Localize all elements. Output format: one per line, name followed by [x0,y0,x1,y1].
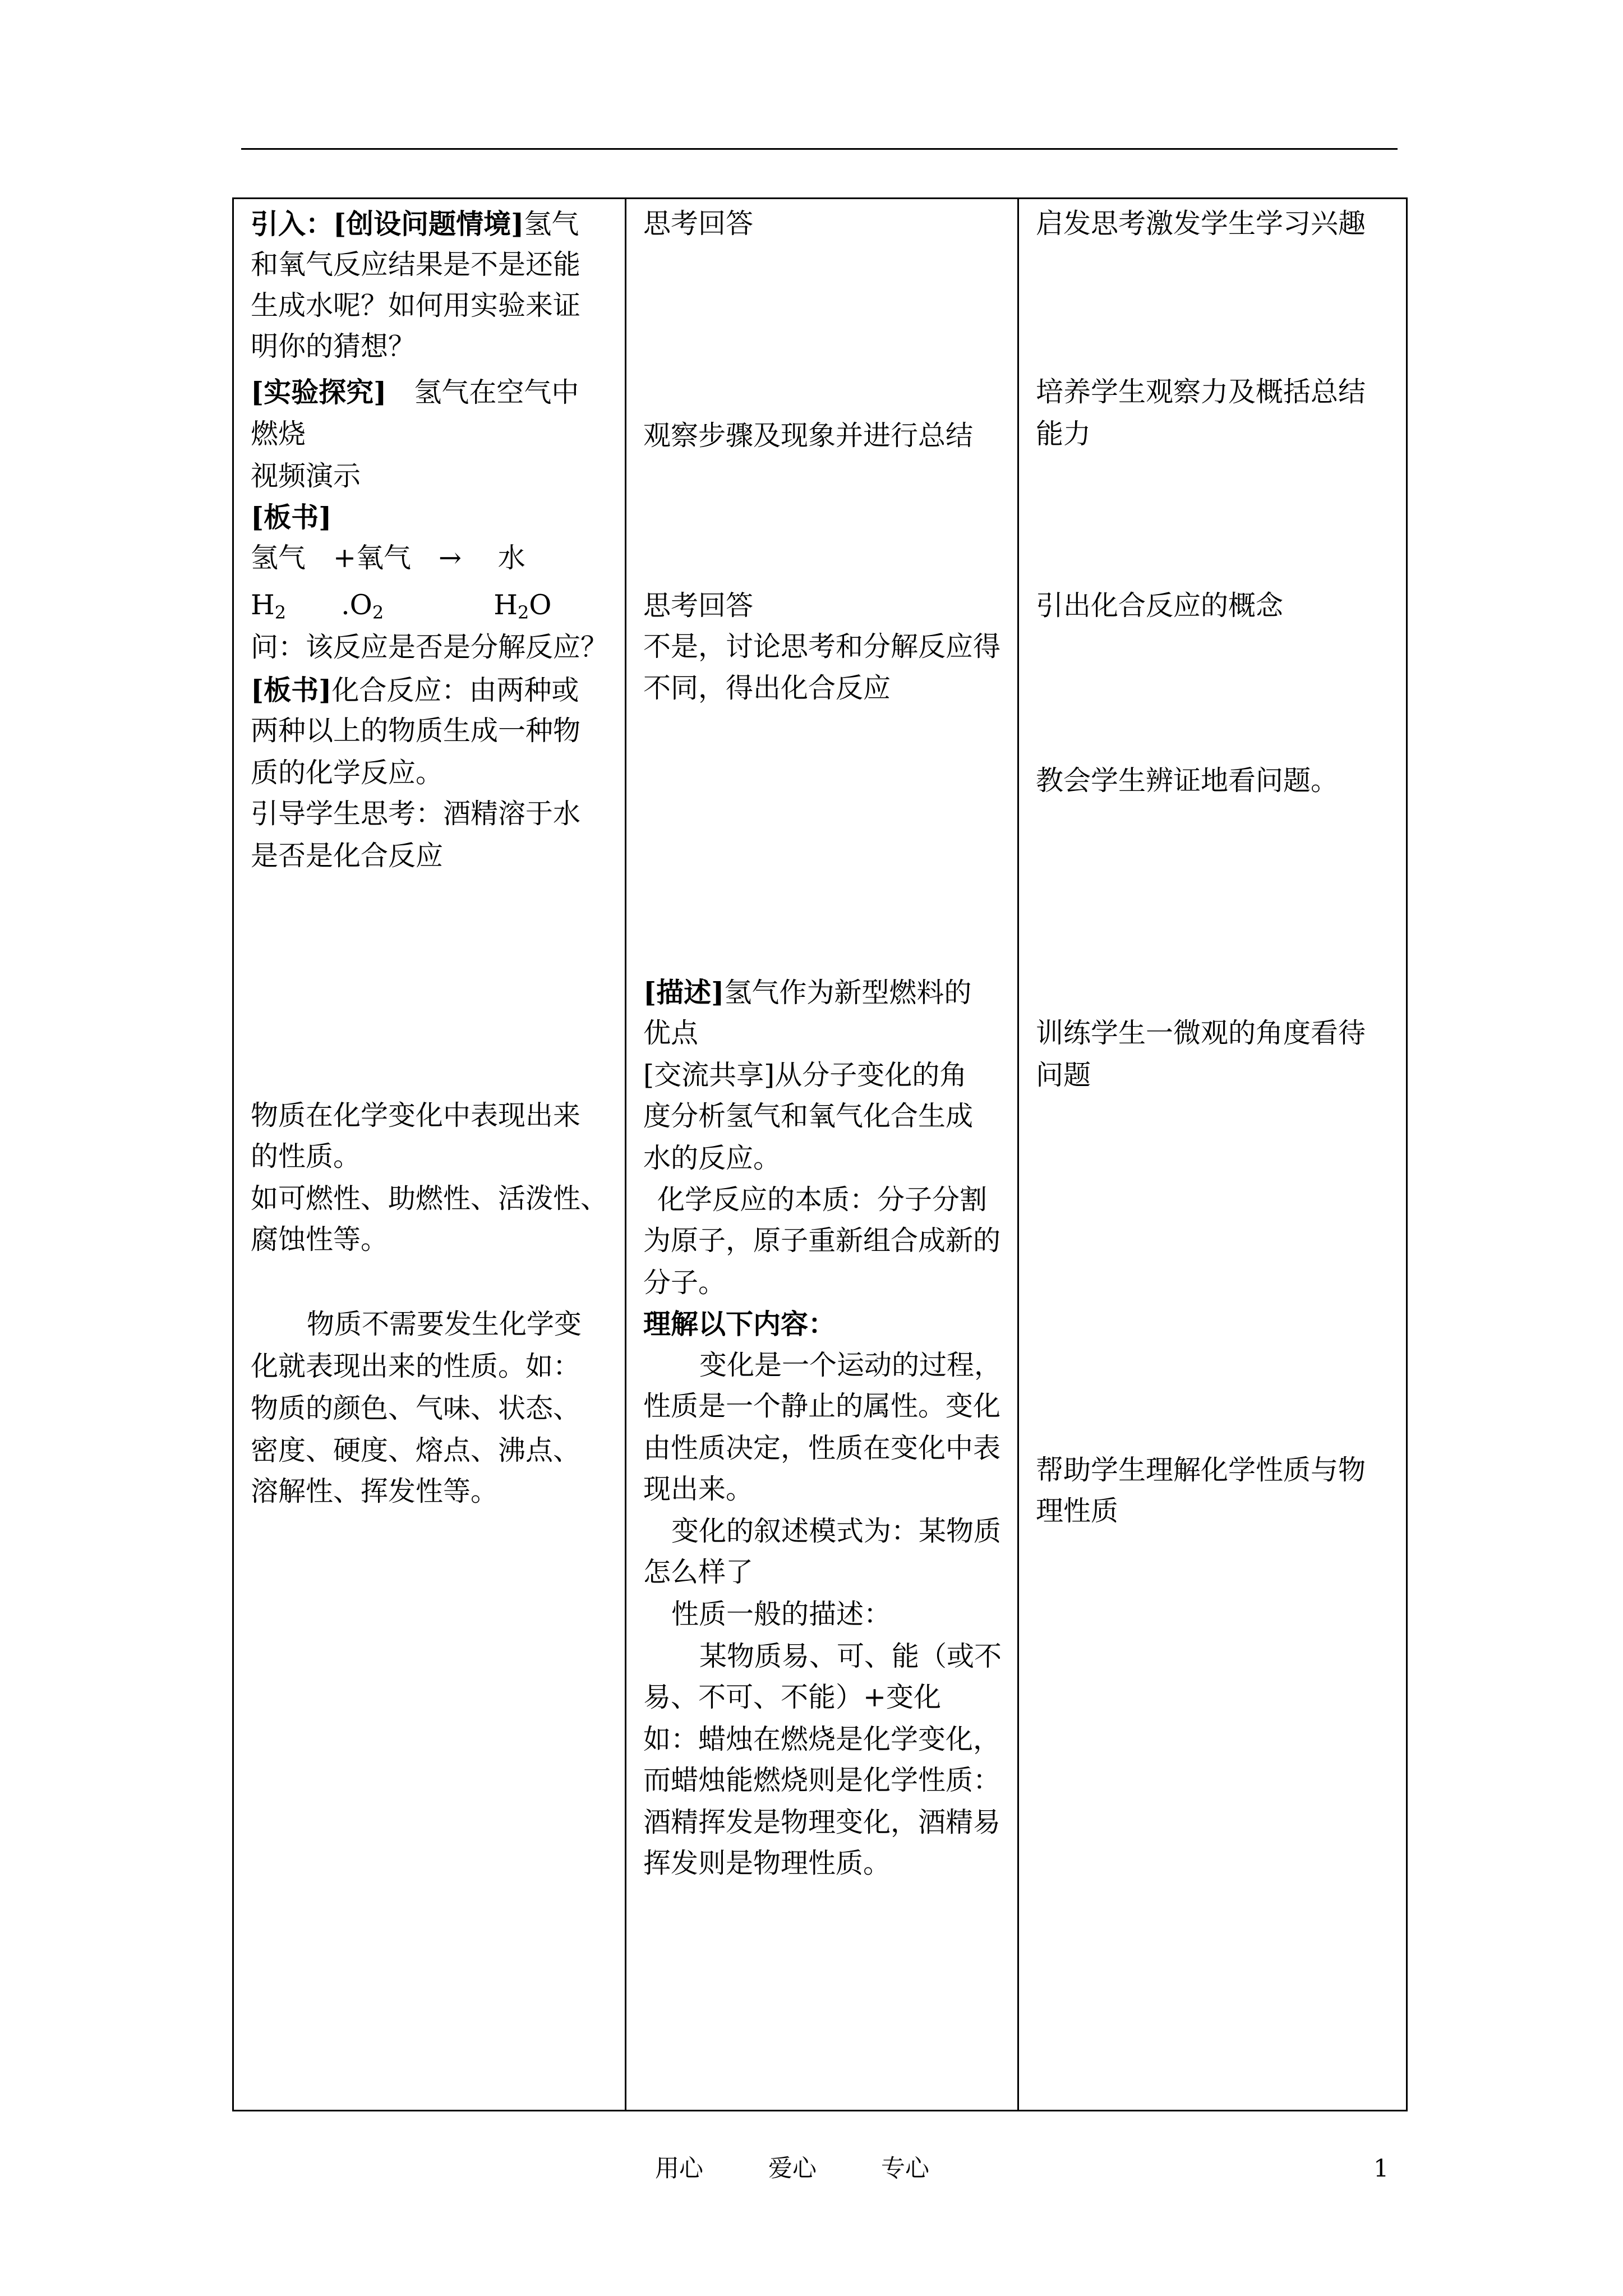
text-segment: 不同，得出化合反应 [643,672,891,704]
text-line [643,1056,967,1094]
text-line [1036,1014,1366,1052]
text-line [251,205,579,243]
text-segment: 和氧气反应结果是不是还能 [251,249,581,280]
text-segment: 腐蚀性等。 [251,1223,389,1255]
text-line [251,586,551,624]
text-segment: 质的化学反应。 [251,757,444,789]
footer-motto-1: 用心 [655,2155,703,2183]
text-line [643,669,891,707]
text-line [643,205,753,243]
text-segment: H [384,589,518,621]
text-line [643,1139,781,1177]
text-segment: 性质一般的描述： [671,1598,892,1630]
text-segment: 怎么样了 [643,1556,754,1588]
text-segment: 为原子，原子重新组合成新的 [643,1225,1001,1257]
text-segment: 如：蜡烛在燃烧是化学变化， [643,1723,1001,1755]
text-line [251,539,525,577]
text-segment: 而蜡烛能燃烧则是化学性质： [643,1764,1001,1796]
footer-motto-3: 专心 [881,2155,929,2183]
text-segment: 由性质决定，性质在变化中表 [643,1432,1001,1464]
text-segment: [实验探究] [251,376,387,408]
text-segment: 优点 [643,1017,699,1049]
text-line [643,417,973,455]
text-line [671,1595,891,1634]
text-segment: 引出化合反应的概念 [1036,590,1284,622]
text-line [643,1222,1000,1260]
text-line [251,1097,580,1135]
text-segment: 视频演示 [251,460,361,492]
text-segment: 挥发则是物理性质。 [643,1847,891,1879]
text-line [251,1389,580,1428]
text-segment: 培养学生观察力及概括总结 [1036,376,1366,408]
text-segment: O [529,589,552,621]
text-line [251,628,608,666]
text-line [657,1181,987,1219]
text-segment: 氢气在空气中 [386,376,579,408]
text-segment: 问题 [1036,1059,1091,1091]
text-segment: 能力 [1036,418,1091,450]
text-line [251,1432,580,1470]
text-segment: 是否是化合反应 [251,840,444,872]
teacher-activity-cell [234,199,625,2110]
text-line [251,1347,580,1386]
text-line [643,973,971,1012]
text-segment: 氢气 [524,208,579,240]
text-segment: [板书] [251,674,332,706]
text-segment: 分子。 [643,1267,726,1299]
text-line [251,754,443,792]
text-line [307,1305,582,1343]
text-segment: 帮助学生理解化学性质与物 [1036,1454,1366,1486]
text-line [643,1305,836,1343]
text-line [643,628,1000,666]
lesson-table [232,197,1408,2111]
text-segment: 引导学生思考：酒精溶于水 [251,798,581,830]
text-line [643,1470,753,1508]
text-line [643,587,753,625]
text-line [643,1014,698,1052]
text-segment: 现出来。 [643,1473,754,1505]
text-segment: 两种以上的物质生成一种物 [251,715,581,747]
text-segment: 度分析氢气和氧气化合生成 [643,1100,974,1132]
text-line [251,837,443,875]
text-segment: 引入：[创设问题情境] [251,208,524,240]
text-line [251,373,579,412]
text-segment: 物质不需要发生化学变 [307,1308,582,1340]
text-segment: 明你的猜想？ [251,330,416,362]
text-segment: 问：该反应是否是分解反应？ [251,631,608,663]
text-line [1036,587,1283,625]
text-line [643,1844,891,1883]
text-segment: 生成水呢？如何用实验来证 [251,289,581,321]
text-line [671,1512,1001,1550]
text-segment: 思考回答 [643,590,754,622]
text-line [643,1678,941,1717]
text-line [251,246,580,284]
text-line [251,415,306,453]
text-segment: [板书] [251,501,332,533]
student-activity-cell [626,199,1017,2110]
text-segment: 水的反应。 [643,1142,781,1174]
text-segment: 如可燃性、助燃性、活泼性、 [251,1182,608,1214]
text-segment: 物质在化学变化中表现出来 [251,1099,581,1131]
text-line [643,1429,1000,1467]
text-line [643,1761,1000,1800]
text-line [251,1473,498,1511]
text-segment: 训练学生一微观的角度看待 [1036,1017,1366,1049]
text-line [699,1637,1002,1676]
text-segment: 化就表现出来的性质。如： [251,1350,581,1382]
text-line [251,671,579,710]
text-segment: 不是，讨论思考和分解反应得 [643,631,1001,662]
text-line [251,1138,361,1176]
text-line [643,1097,973,1135]
text-segment: 燃烧 [251,418,306,450]
text-segment: 溶解性、挥发性等。 [251,1475,499,1507]
text-line [1036,1492,1118,1530]
text-segment: 化合反应：由两种或 [331,674,579,706]
text-segment: 变化是一个运动的过程， [699,1349,1002,1381]
text-line [643,1264,726,1302]
text-line [251,1221,388,1259]
subscript: 2 [372,602,384,623]
text-line [251,457,361,495]
text-line [643,1387,1000,1425]
text-line [1036,762,1338,800]
text-line [643,1803,1000,1842]
text-segment: 易、不可、不能）+变化 [643,1681,942,1713]
text-line [251,795,580,833]
text-segment: 启发思考激发学生学习兴趣 [1036,208,1366,240]
text-segment: 某物质易、可、能（或不 [699,1640,1002,1672]
text-line [1036,1451,1366,1489]
text-segment: 变化的叙述模式为：某物质 [671,1515,1002,1547]
page-number: 1 [1373,2155,1389,2183]
text-segment: 化学反应的本质：分子分割 [657,1184,988,1216]
text-line [1036,373,1366,411]
text-segment: 理性质 [1036,1495,1119,1527]
text-segment: 酒精挥发是物理变化，酒精易 [643,1806,1001,1838]
text-segment: 思考回答 [643,208,754,240]
text-line [1036,415,1091,453]
text-segment: 氢气作为新型燃料的 [724,977,972,1009]
subscript: 2 [517,602,529,623]
subscript: 2 [274,602,287,623]
text-segment: H [251,589,275,621]
text-line [643,1720,1000,1759]
footer-motto-2: 爱心 [768,2155,817,2183]
text-line [1036,205,1366,243]
text-segment: 性质是一个静止的属性。变化 [643,1390,1001,1422]
header-rule [241,148,1398,150]
text-segment: 密度、硬度、熔点、沸点、 [251,1434,581,1466]
text-segment: 教会学生辨证地看问题。 [1036,765,1339,797]
text-line [251,328,416,366]
design-intent-cell [1019,199,1408,2110]
text-line [251,498,331,537]
text-segment: [描述] [643,976,725,1009]
text-line [251,287,580,325]
text-segment: 物质的颜色、气味、状态、 [251,1392,581,1424]
text-segment: 氢气 +氧气 → 水 [251,542,525,574]
text-line [643,1553,753,1591]
text-segment: [交流共享]从分子变化的角 [643,1059,967,1091]
text-line [251,1180,608,1218]
text-line [1036,1056,1091,1094]
text-segment: .O [286,589,372,621]
text-line [699,1346,1002,1384]
text-line [251,712,580,750]
text-segment: 的性质。 [251,1140,361,1172]
text-segment: 观察步骤及现象并进行总结 [643,420,974,452]
text-segment: 理解以下内容： [643,1308,836,1340]
